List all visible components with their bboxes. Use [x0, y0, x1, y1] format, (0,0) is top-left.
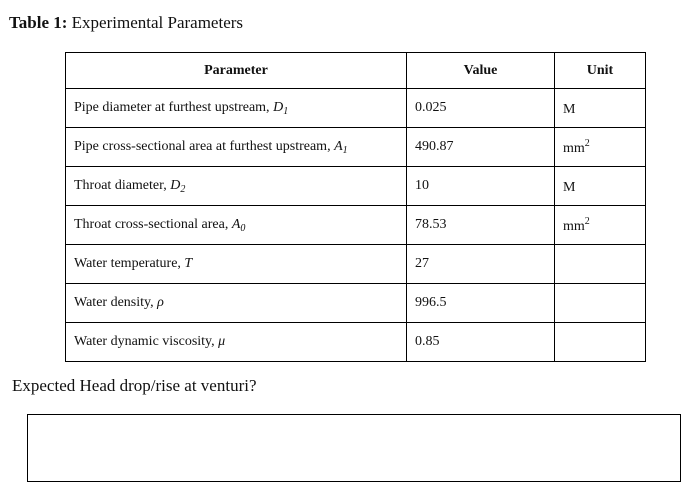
parameter-symbol: A [334, 138, 343, 154]
value-cell: 996.5 [407, 284, 555, 323]
unit-cell [555, 89, 646, 128]
unit-superscript: 2 [584, 215, 590, 227]
parameter-symbol: μ [218, 333, 226, 349]
parameter-cell [66, 167, 407, 206]
header-unit: Unit [555, 53, 646, 89]
answer-box[interactable] [27, 414, 681, 482]
parameter-symbol: D [170, 177, 181, 193]
header-value: Value [407, 53, 555, 89]
table-row [66, 167, 646, 206]
value-cell: 10 [407, 167, 555, 206]
table-row [66, 284, 646, 323]
value-cell: 0.025 [407, 89, 555, 128]
unit-text: mm [563, 140, 585, 156]
table-row [66, 128, 646, 167]
value-cell: 0.85 [407, 323, 555, 362]
unit-superscript: 2 [584, 137, 590, 149]
table-row [66, 245, 646, 284]
caption-label: Table 1: [9, 13, 68, 32]
parameters-table [65, 52, 646, 362]
question-text: Expected Head drop/rise at venturi? [12, 376, 257, 395]
parameter-subscript: 1 [283, 105, 289, 117]
parameter-symbol: A [231, 216, 241, 232]
table-row [66, 89, 646, 128]
parameter-text: Water temperature, [74, 255, 185, 271]
unit-cell [555, 206, 646, 245]
parameter-cell [66, 284, 407, 323]
unit-cell [555, 128, 646, 167]
parameter-symbol: T [184, 255, 193, 271]
parameter-text: Throat cross-sectional area, [74, 216, 232, 232]
parameter-cell [66, 323, 407, 362]
table-caption [9, 12, 243, 34]
unit-cell [555, 284, 646, 323]
parameter-subscript: 0 [240, 222, 246, 234]
table-row [66, 206, 646, 245]
parameter-text: Water dynamic viscosity, [74, 333, 219, 349]
parameter-text: Water density, [74, 294, 158, 310]
parameter-cell [66, 206, 407, 245]
parameter-cell [66, 128, 407, 167]
table-header-row [66, 53, 646, 89]
unit-text: M [563, 179, 576, 195]
parameter-cell [66, 89, 407, 128]
unit-cell [555, 323, 646, 362]
unit-cell [555, 167, 646, 206]
parameter-text: Throat diameter, [74, 177, 171, 193]
value-cell: 490.87 [407, 128, 555, 167]
header-parameter: Parameter [66, 53, 407, 89]
parameter-subscript: 2 [180, 183, 186, 195]
parameter-symbol: D [273, 99, 284, 115]
parameter-text: Pipe diameter at furthest upstream, [74, 99, 274, 115]
unit-text: mm [563, 218, 585, 234]
caption-text: Experimental Parameters [71, 13, 244, 32]
parameter-symbol: ρ [157, 294, 164, 310]
table-row [66, 323, 646, 362]
parameter-subscript: 1 [342, 144, 348, 156]
value-cell: 78.53 [407, 206, 555, 245]
unit-cell [555, 245, 646, 284]
parameter-cell [66, 245, 407, 284]
value-cell: 27 [407, 245, 555, 284]
unit-text: M [563, 101, 576, 117]
parameter-text: Pipe cross-sectional area at furthest upstream, [74, 138, 335, 154]
